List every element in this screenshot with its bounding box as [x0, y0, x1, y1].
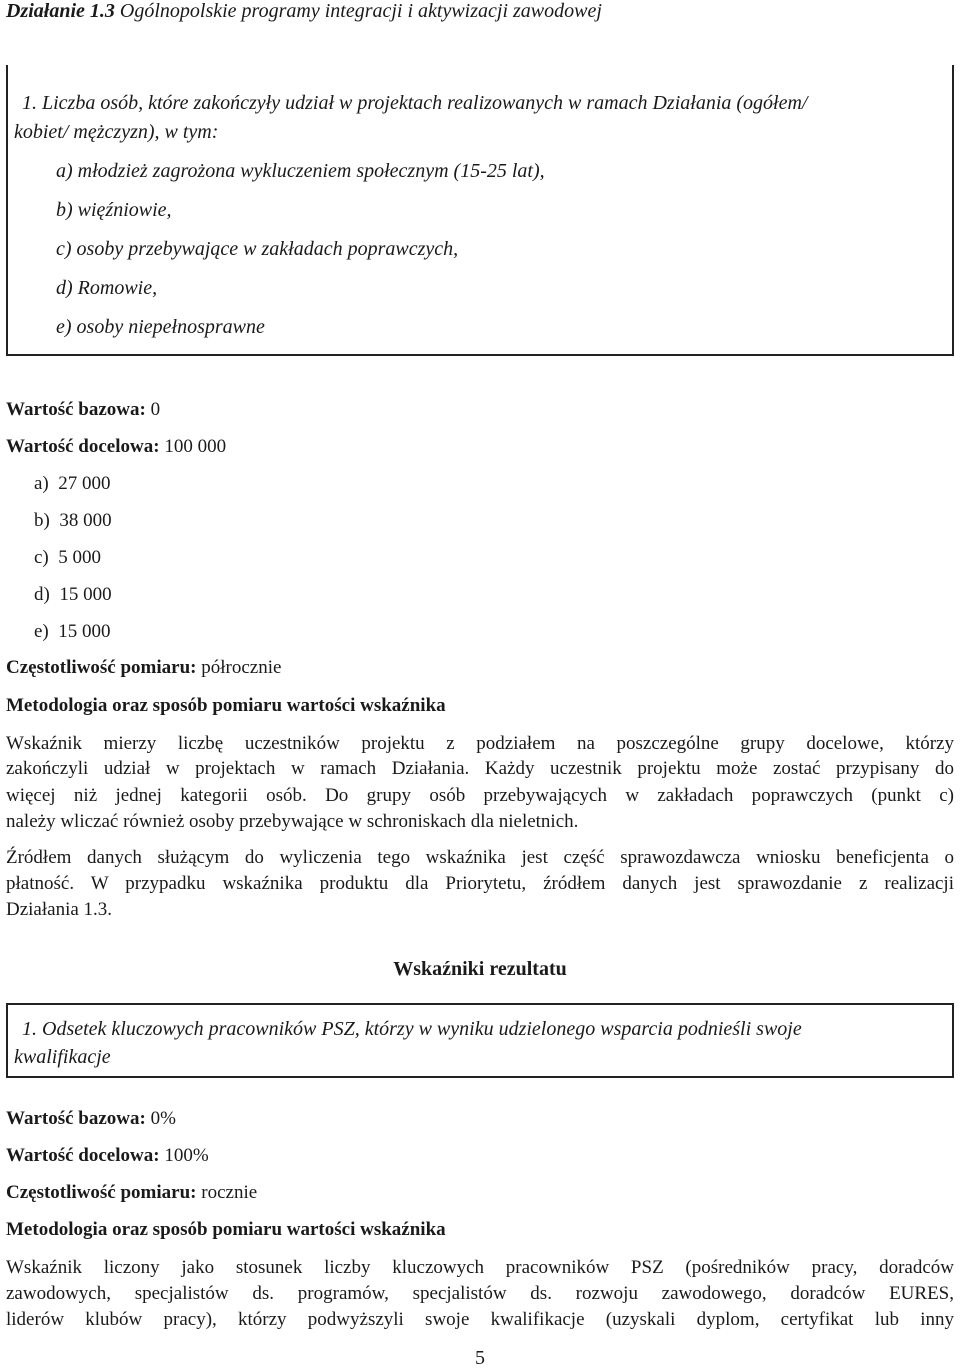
heading-rest: Ogólnopolskie programy integracji i aktywizacji zawodowej: [119, 0, 602, 22]
results-section-title: Wskaźniki rezultatu: [393, 958, 567, 980]
target-breakdown-item: [34, 621, 111, 643]
methodology-line: liderów klubów pracy), którzy podwyższyli swoje kwalifikacje (uzyskali dyplom, certyfikat lub inny: [6, 1309, 954, 1330]
base-value-row: [6, 1108, 176, 1130]
frequency-value: rocznie: [201, 1182, 258, 1203]
frequency-label: Częstotliwość pomiaru:: [6, 1182, 197, 1203]
target-value-row: [6, 436, 226, 458]
methodology-line: zawodowych, specjalistów ds. programów, specjalistów ds. rozwoju zawodowego, doradców EURES,: [6, 1283, 954, 1304]
indicator-2-title-line1: 1. Odsetek kluczowych pracowników PSZ, którzy w wyniku udzielonego wsparcia podnieśli swoje: [22, 1018, 802, 1040]
target-amount: 38 000: [59, 510, 112, 531]
base-value-label: Wartość bazowa:: [6, 1108, 146, 1129]
indicator-1-item: e) osoby niepełnosprawne: [56, 316, 265, 338]
target-value-label: Wartość docelowa:: [6, 436, 160, 457]
methodology-heading: Metodologia oraz sposób pomiaru wartości wskaźnika: [6, 1219, 446, 1240]
indicator-1-title-line1: 1. Liczba osób, które zakończyły udział w projektach realizowanych w ramach Działania (ogółem/: [22, 92, 808, 114]
target-letter: c): [34, 547, 49, 568]
methodology-line: Wskaźnik liczony jako stosunek liczby kluczowych pracowników PSZ (pośredników pracy, doradców: [6, 1257, 954, 1278]
frequency-label: Częstotliwość pomiaru:: [6, 657, 197, 678]
source-line: płatność. W przypadku wskaźnika produktu dla Priorytetu, źródłem danych jest sprawozdanie z realizacji: [6, 873, 954, 894]
indicator-1-item: d) Romowie,: [56, 277, 158, 299]
indicator-2-title-line2: kwalifikacje: [14, 1046, 111, 1068]
indicator-1-item: b) więźniowie,: [56, 199, 172, 221]
methodology-line: należy wliczać również osoby przebywające w schroniskach dla nieletnich.: [6, 811, 579, 832]
target-value-label: Wartość docelowa:: [6, 1145, 160, 1166]
target-amount: 27 000: [58, 473, 111, 494]
methodology-line: zakończyli udział w projektach w ramach Działania. Każdy uczestnik projektu może zostać przypisany do: [6, 758, 954, 779]
target-value-row: [6, 1145, 209, 1167]
indicator-1-title-line2: kobiet/ mężczyzn), w tym:: [14, 121, 219, 143]
target-letter: a): [34, 473, 49, 494]
section-heading: [6, 0, 602, 23]
base-value-label: Wartość bazowa:: [6, 399, 146, 420]
target-breakdown-item: [34, 473, 111, 495]
frequency-row: [6, 1182, 257, 1204]
base-value-row: [6, 399, 160, 421]
target-amount: 15 000: [58, 621, 111, 642]
target-amount: 5 000: [58, 547, 102, 568]
page-number: 5: [475, 1347, 485, 1369]
methodology-line: Wskaźnik mierzy liczbę uczestników projektu z podziałem na poszczególne grupy docelowe, którzy: [6, 733, 954, 754]
target-letter: d): [34, 584, 50, 605]
heading-lead: Działanie 1.3: [6, 0, 115, 22]
target-value: 100%: [164, 1145, 209, 1166]
target-amount: 15 000: [59, 584, 112, 605]
indicator-1-item: c) osoby przebywające w zakładach poprawczych,: [56, 238, 459, 260]
methodology-line: więcej niż jednej kategorii osób. Do grupy osób przebywających w zakładach poprawczych (punkt c): [6, 785, 954, 806]
methodology-heading: Metodologia oraz sposób pomiaru wartości wskaźnika: [6, 695, 446, 716]
target-letter: e): [34, 621, 49, 642]
base-value: 0%: [150, 1108, 176, 1129]
target-value: 100 000: [164, 436, 227, 457]
target-breakdown-item: [34, 510, 112, 532]
indicator-1-item: a) młodzież zagrożona wykluczeniem społecznym (15-25 lat),: [56, 160, 545, 182]
source-line: Działania 1.3.: [6, 899, 113, 920]
base-value: 0: [150, 399, 161, 420]
target-letter: b): [34, 510, 50, 531]
target-breakdown-item: [34, 547, 101, 569]
frequency-row: [6, 657, 281, 679]
target-breakdown-item: [34, 584, 112, 606]
frequency-value: półrocznie: [201, 657, 282, 678]
source-line: Źródłem danych służącym do wyliczenia tego wskaźnika jest część sprawozdawcza wniosku beneficjenta o: [6, 847, 954, 868]
